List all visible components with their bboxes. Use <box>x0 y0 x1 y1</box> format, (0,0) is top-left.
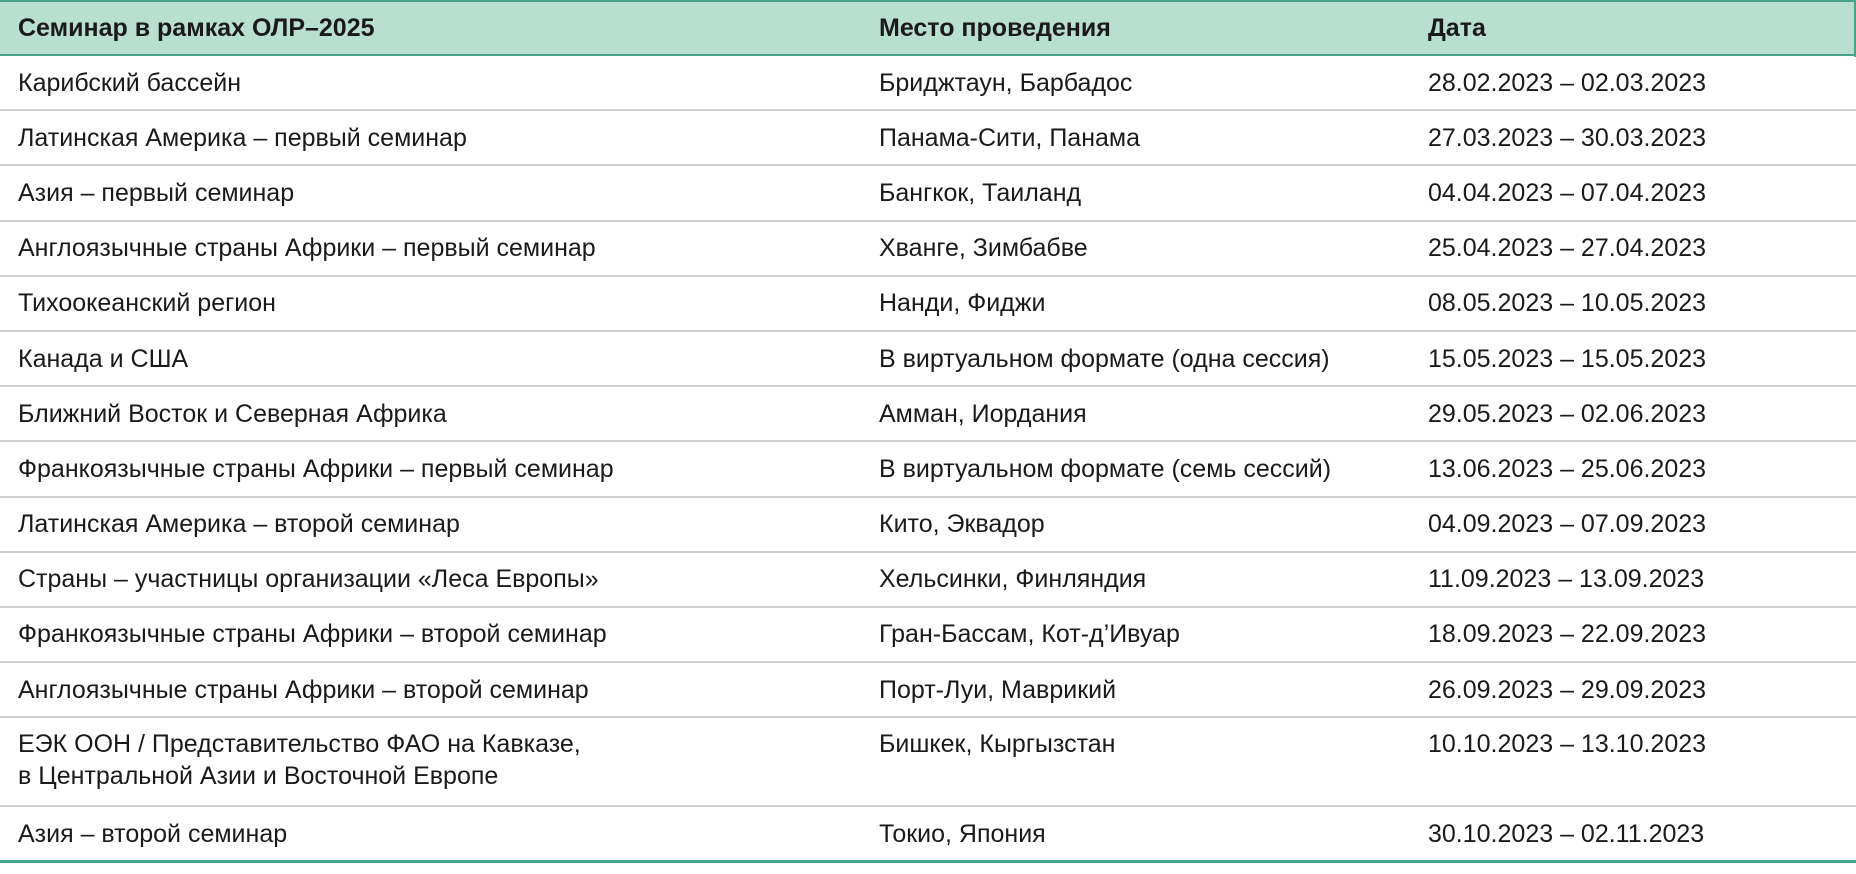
date-cell: 25.04.2023 – 27.04.2023 <box>1412 221 1856 276</box>
date-cell: 18.09.2023 – 22.09.2023 <box>1412 607 1856 662</box>
table-row <box>0 441 1856 496</box>
header-place: Место проведения <box>862 2 1412 55</box>
seminar-cell: Ближний Восток и Северная Африка <box>0 386 862 441</box>
seminar-cell <box>0 717 862 806</box>
place-cell: Бриджтаун, Барбадос <box>862 55 1412 110</box>
header-seminar: Семинар в рамках ОЛР–2025 <box>0 2 862 55</box>
seminar-cell: Англоязычные страны Африки – второй семинар <box>0 662 862 717</box>
date-cell: 15.05.2023 – 15.05.2023 <box>1412 331 1856 386</box>
table-row <box>0 607 1856 662</box>
place-cell: В виртуальном формате (одна сессия) <box>862 331 1412 386</box>
table-row <box>0 331 1856 386</box>
date-cell: 04.09.2023 – 07.09.2023 <box>1412 497 1856 552</box>
seminar-schedule-table <box>0 2 1856 863</box>
table-row <box>0 497 1856 552</box>
date-cell: 11.09.2023 – 13.09.2023 <box>1412 552 1856 607</box>
date-cell: 13.06.2023 – 25.06.2023 <box>1412 441 1856 496</box>
table-row <box>0 552 1856 607</box>
seminar-cell: Азия – второй семинар <box>0 806 862 861</box>
seminar-cell: Франкоязычные страны Африки – первый семинар <box>0 441 862 496</box>
place-cell: Токио, Япония <box>862 806 1412 861</box>
place-cell: Гран-Бассам, Кот-д’Ивуар <box>862 607 1412 662</box>
place-cell: Панама-Сити, Панама <box>862 110 1412 165</box>
place-cell: Хельсинки, Финляндия <box>862 552 1412 607</box>
table-row <box>0 386 1856 441</box>
table-row <box>0 165 1856 220</box>
seminar-line-2: в Центральной Азии и Восточной Европе <box>18 762 499 791</box>
place-cell: Порт-Луи, Маврикий <box>862 662 1412 717</box>
date-cell: 04.04.2023 – 07.04.2023 <box>1412 165 1856 220</box>
seminar-cell: Канада и США <box>0 331 862 386</box>
date-cell: 08.05.2023 – 10.05.2023 <box>1412 276 1856 331</box>
table-header-row <box>0 2 1856 55</box>
place-cell: Нанди, Фиджи <box>862 276 1412 331</box>
place-cell: Хванге, Зимбабве <box>862 221 1412 276</box>
seminar-cell: Тихоокеанский регион <box>0 276 862 331</box>
seminar-cell: Страны – участницы организации «Леса Европы» <box>0 552 862 607</box>
place-cell: Бангкок, Таиланд <box>862 165 1412 220</box>
table-row <box>0 276 1856 331</box>
date-cell: 26.09.2023 – 29.09.2023 <box>1412 662 1856 717</box>
place-cell: В виртуальном формате (семь сессий) <box>862 441 1412 496</box>
table-row <box>0 717 1856 806</box>
seminar-cell: Латинская Америка – первый семинар <box>0 110 862 165</box>
header-date: Дата <box>1412 2 1856 55</box>
date-cell: 30.10.2023 – 02.11.2023 <box>1412 806 1856 861</box>
date-cell: 27.03.2023 – 30.03.2023 <box>1412 110 1856 165</box>
table-row <box>0 221 1856 276</box>
seminar-cell: Латинская Америка – второй семинар <box>0 497 862 552</box>
date-cell: 29.05.2023 – 02.06.2023 <box>1412 386 1856 441</box>
table-row <box>0 110 1856 165</box>
seminar-line-1: ЕЭК ООН / Представительство ФАО на Кавказе, <box>18 730 581 759</box>
seminar-cell: Азия – первый семинар <box>0 165 862 220</box>
place-cell: Кито, Эквадор <box>862 497 1412 552</box>
table-row <box>0 806 1856 861</box>
seminar-cell: Карибский бассейн <box>0 55 862 110</box>
seminar-cell: Франкоязычные страны Африки – второй семинар <box>0 607 862 662</box>
seminar-cell: Англоязычные страны Африки – первый семинар <box>0 221 862 276</box>
date-cell: 10.10.2023 – 13.10.2023 <box>1412 717 1856 806</box>
date-cell: 28.02.2023 – 02.03.2023 <box>1412 55 1856 110</box>
table-row <box>0 55 1856 110</box>
place-cell: Бишкек, Кыргызстан <box>862 717 1412 806</box>
table-row <box>0 662 1856 717</box>
place-cell: Амман, Иордания <box>862 386 1412 441</box>
